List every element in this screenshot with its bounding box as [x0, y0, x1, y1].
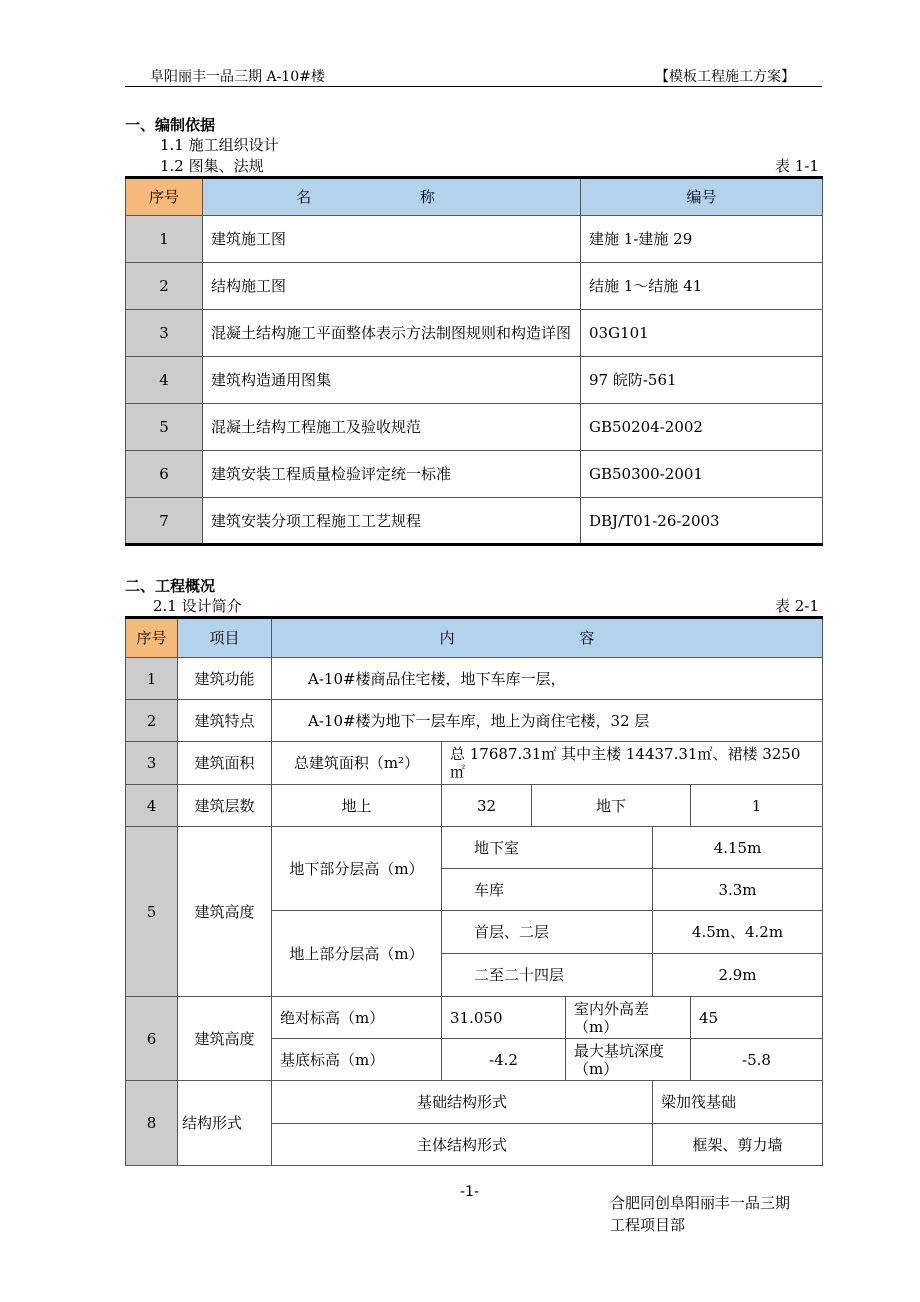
- row-name: 混凝土结构工程施工及验收规范: [203, 404, 581, 451]
- header-rule: [125, 86, 822, 87]
- table-row: [126, 700, 823, 742]
- section-2-title: 二、工程概况: [125, 577, 216, 595]
- over-value: 2.9m: [653, 954, 823, 997]
- footer-org-line1: 合肥同创阜阳丽丰一品三期: [610, 1194, 791, 1212]
- abs-elevation-value: 31.050: [442, 997, 566, 1039]
- row-code: 03G101: [581, 310, 823, 357]
- header-right: 【模板工程施工方案】: [655, 69, 795, 85]
- section-2-sub1: 2.1 设计简介: [153, 597, 242, 615]
- header-left: 阜阳丽丰一品三期 A-10#楼: [150, 69, 325, 85]
- under-value: 3.3m: [653, 869, 823, 911]
- row-item: 建筑特点: [178, 700, 272, 742]
- under-value: 4.15m: [653, 827, 823, 869]
- row-content: A-10#楼为地下一层车库，地上为商住宅楼，32 层: [272, 700, 823, 742]
- floors-below-label: 地下: [532, 785, 691, 827]
- table-row: [126, 357, 823, 404]
- page-number: -1-: [460, 1184, 480, 1200]
- row-content: A-10#楼商品住宅楼，地下车库一层，: [272, 658, 823, 700]
- row-no: 6: [126, 451, 203, 498]
- row-no: 2: [126, 263, 203, 310]
- row-name: 结构施工图: [203, 263, 581, 310]
- table-2-number: 表 2-1: [775, 597, 819, 615]
- row-item: 结构形式: [178, 1081, 272, 1166]
- table-row: [126, 216, 823, 263]
- over-name: 二至二十四层: [442, 954, 653, 997]
- over-name: 首层、二层: [442, 911, 653, 954]
- row-item: 建筑层数: [178, 785, 272, 827]
- footer-org-line2: 工程项目部: [610, 1216, 686, 1234]
- base-elevation-label: 基底标高（m）: [272, 1039, 442, 1081]
- over-label: 地上部分层高（m）: [272, 911, 442, 997]
- row-item: 建筑高度: [178, 827, 272, 997]
- row-name: 建筑施工图: [203, 216, 581, 263]
- row-no: 1: [126, 658, 178, 700]
- row-no: 1: [126, 216, 203, 263]
- row-name: 建筑构造通用图集: [203, 357, 581, 404]
- table-row: [126, 997, 823, 1039]
- row-no: 5: [126, 404, 203, 451]
- floors-above-label: 地上: [272, 785, 442, 827]
- pit-depth-label: 最大基坑深度（m）: [566, 1039, 691, 1081]
- area-value: 总 17687.31㎡ 其中主楼 14437.31㎡、裙楼 3250㎡: [442, 742, 823, 785]
- th-name: 名 称: [203, 178, 581, 216]
- section-1-sub2: 1.2 图集、法规: [160, 157, 264, 175]
- foundation-value: 梁加筏基础: [653, 1081, 823, 1124]
- main-structure-label: 主体结构形式: [272, 1124, 653, 1166]
- section-1-title: 一、编制依据: [125, 116, 216, 134]
- under-name: 地下室: [442, 827, 653, 869]
- table-row: [126, 498, 823, 545]
- row-no: 3: [126, 310, 203, 357]
- main-structure-value: 框架、剪力墙: [653, 1124, 823, 1166]
- floors-below-value: 1: [691, 785, 823, 827]
- row-name: 混凝土结构施工平面整体表示方法制图规则和构造详图: [203, 310, 581, 357]
- row-name: 建筑安装工程质量检验评定统一标准: [203, 451, 581, 498]
- th-code: 编号: [581, 178, 823, 216]
- area-label: 总建筑面积（m²）: [272, 742, 442, 785]
- table-row: [126, 263, 823, 310]
- row-name: 建筑安装分项工程施工工艺规程: [203, 498, 581, 545]
- row-code: DBJ/T01-26-2003: [581, 498, 823, 545]
- table-row: [126, 827, 823, 869]
- row-no: 2: [126, 700, 178, 742]
- row-no: 7: [126, 498, 203, 545]
- row-code: GB50300-2001: [581, 451, 823, 498]
- table-row: [126, 451, 823, 498]
- floors-above-value: 32: [442, 785, 532, 827]
- table-1: [125, 176, 823, 546]
- table-1-number: 表 1-1: [775, 157, 819, 175]
- under-label: 地下部分层高（m）: [272, 827, 442, 911]
- row-code: 建施 1-建施 29: [581, 216, 823, 263]
- pit-depth-value: -5.8: [691, 1039, 823, 1081]
- table-row: [126, 1081, 823, 1124]
- table-1-header: [126, 178, 823, 216]
- row-no: 5: [126, 827, 178, 997]
- row-code: 结施 1～结施 41: [581, 263, 823, 310]
- section-1-sub1: 1.1 施工组织设计: [160, 136, 279, 154]
- table-row: [126, 785, 823, 827]
- table-row: [126, 742, 823, 785]
- th-item: 项目: [178, 618, 272, 658]
- row-item: 建筑高度: [178, 997, 272, 1081]
- th-content: 内 容: [272, 618, 823, 658]
- row-no: 6: [126, 997, 178, 1081]
- row-code: 97 皖防-561: [581, 357, 823, 404]
- row-no: 3: [126, 742, 178, 785]
- th-no: 序号: [126, 178, 203, 216]
- foundation-label: 基础结构形式: [272, 1081, 653, 1124]
- row-no: 4: [126, 357, 203, 404]
- height-diff-value: 45: [691, 997, 823, 1039]
- under-name: 车库: [442, 869, 653, 911]
- table-row: [126, 658, 823, 700]
- table-row: [126, 404, 823, 451]
- row-item: 建筑面积: [178, 742, 272, 785]
- table-2: [125, 616, 823, 1166]
- table-2-header: [126, 618, 823, 658]
- row-code: GB50204-2002: [581, 404, 823, 451]
- abs-elevation-label: 绝对标高（m）: [272, 997, 442, 1039]
- row-no: 8: [126, 1081, 178, 1166]
- row-item: 建筑功能: [178, 658, 272, 700]
- row-no: 4: [126, 785, 178, 827]
- over-value: 4.5m、4.2m: [653, 911, 823, 954]
- table-row: [126, 310, 823, 357]
- height-diff-label: 室内外高差（m）: [566, 997, 691, 1039]
- base-elevation-value: -4.2: [442, 1039, 566, 1081]
- th-no: 序号: [126, 618, 178, 658]
